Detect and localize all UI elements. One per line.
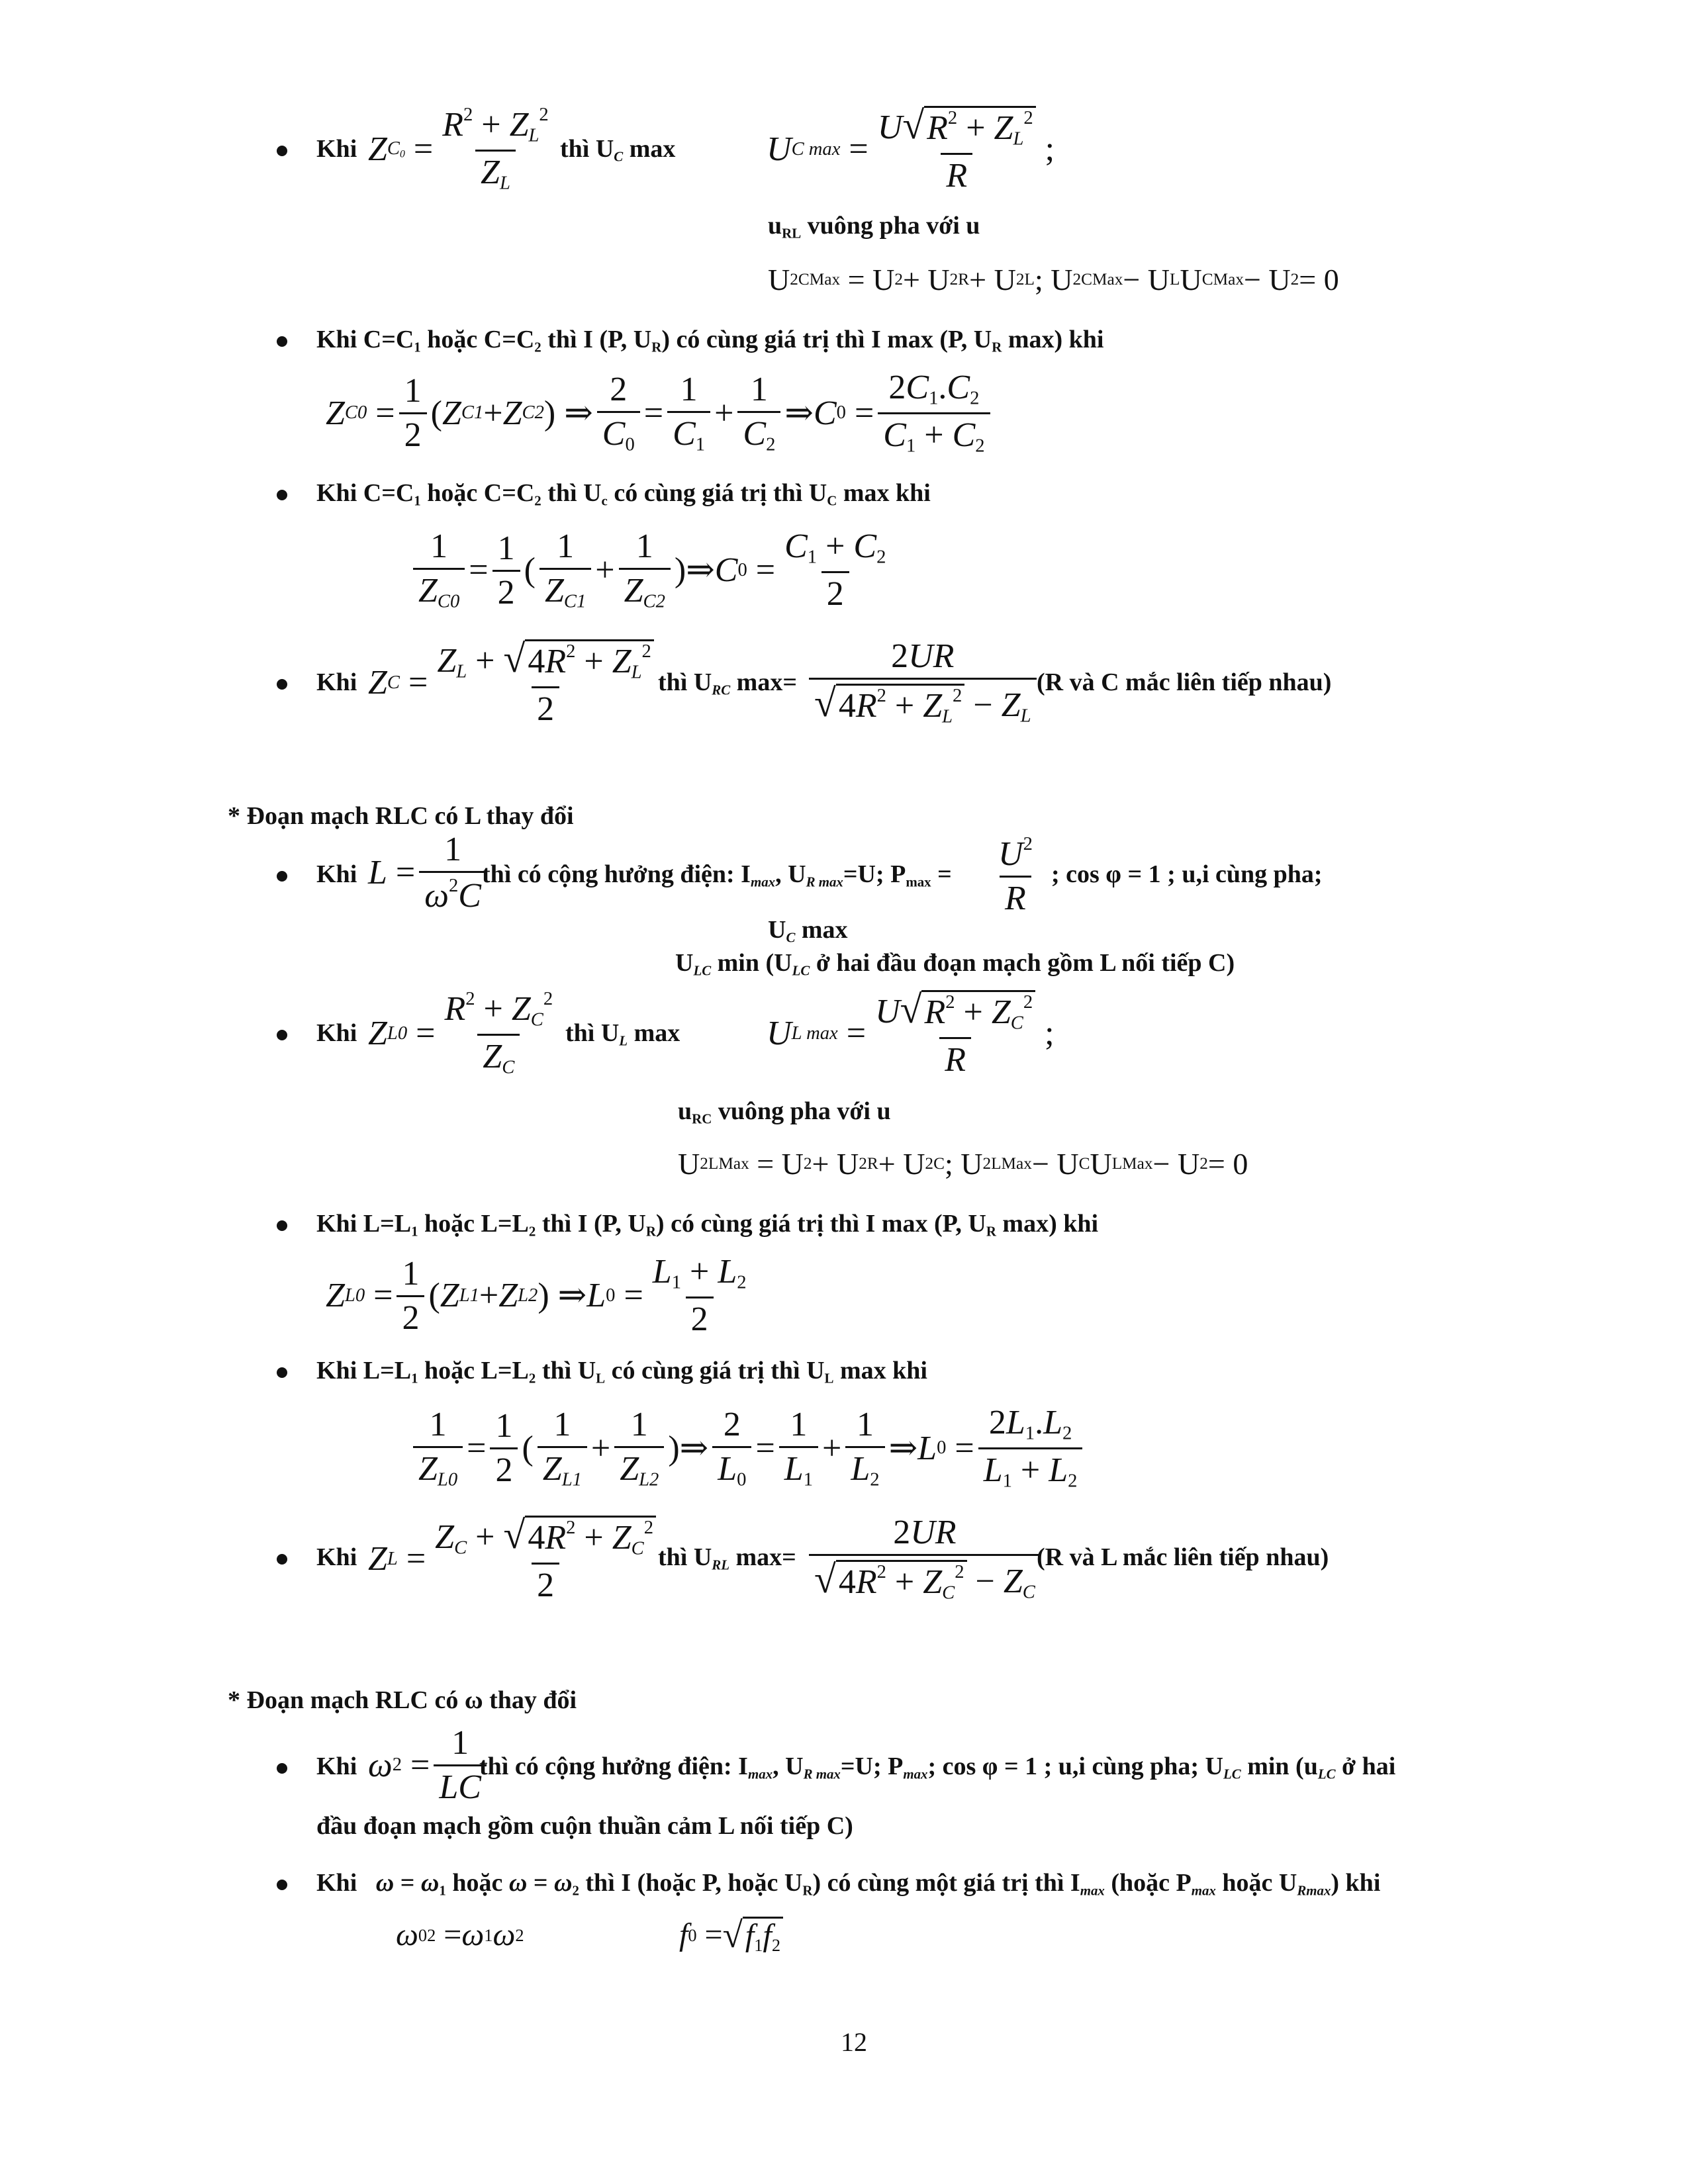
text-fragment: min (u: [1247, 1752, 1318, 1780]
text-fragment: ; cos φ = 1 ; u,i cùng pha;: [1051, 860, 1323, 888]
text-fragment: Khi C=C: [316, 326, 414, 353]
text-fragment: Khi $L=L_1$ hoặc $L=L_2$ thì I (P, $U_R$) có cùng giá trị thì I max (P, $U_R$ max) khi: [316, 1210, 1099, 1240]
text-fragment: thì U: [560, 135, 614, 163]
text-fragment: thì $U_C$ max: [560, 135, 676, 165]
text-fragment: =U; P: [843, 860, 906, 888]
text-fragment: vuông pha với u: [718, 1097, 891, 1125]
bullet: [277, 146, 287, 156]
text-fragment: max=: [735, 1543, 796, 1571]
khi-label: Khi: [316, 668, 357, 696]
text-fragment: Khi $\omega = \omega_1$ hoặc $\omega = \omega_2$ thì I (hoặc P, hoặc $U_R$) có cùng một giá trị thì $I_{max}$ (hoặc $P_{max}$ hoặc $U_{Rmax}$) khi: [316, 1869, 1381, 1899]
text-fragment: ) có cùng giá trị thì I max (P, U: [661, 326, 992, 353]
text-fragment: thì I (hoặc P, hoặc U: [585, 1869, 803, 1897]
formula-pmax: $\frac{U^2}{R}$: [998, 834, 1033, 917]
formula-url-max: 2UR √ $4R^2 + Z_C^2$ − $Z_C$: [809, 1516, 1041, 1603]
text-fragment: u: [678, 1097, 692, 1125]
text-fragment: Khi L=L: [316, 1210, 412, 1238]
bullet: [277, 871, 287, 882]
text-fragment: Khi: [316, 1869, 357, 1897]
bullet: [277, 1367, 287, 1378]
text-fragment: thì có cộng hưởng điện: I: [479, 1752, 748, 1780]
formula-c0-series: Z C0 = $\frac{1}{2}$ ( Z C1 + Z C2 ) ⇒ $\frac{2}{C_0}$ = $\frac{1}{C_1}$ + $\frac{1}{C_2}$ ⇒ C 0 = $\frac{2C_1.C_2}{C_1 + C_2}$: [326, 371, 994, 456]
text-fragment: thì U: [658, 1543, 712, 1571]
note-rc: (R và C mắc liên tiếp nhau): [1037, 668, 1332, 696]
text-fragment: hoặc L=L: [424, 1357, 529, 1385]
urL-note: $u_{RL}$ vuông pha với u: [768, 212, 980, 242]
text-fragment: ) có cùng một giá trị thì I: [812, 1869, 1080, 1897]
bullet: [277, 1030, 287, 1040]
text-fragment: thì có cộng hưởng điện: $I_{max}$, $U_{R max}=U$; $P_{max}$; cos φ = 1 ; u,i cùng pha; $U_{LC}$ $\min (u_{LC}$ ở hai: [479, 1752, 1396, 1782]
text-fragment: min (U: [717, 949, 792, 977]
text-fragment: max khi: [843, 479, 931, 507]
bullet: [277, 1220, 287, 1231]
urc-note: $u_{RC}$ vuông pha với u: [678, 1097, 891, 1127]
formula-f0: f 0 = √ $f_1f_2$: [679, 1917, 783, 1954]
text-fragment: , U: [773, 1752, 804, 1780]
text-fragment: hoặc C=C: [427, 479, 535, 507]
text-fragment: thì U: [547, 479, 602, 507]
text-fragment: ở hai: [1342, 1752, 1396, 1780]
note-rl: (R và L mắc liên tiếp nhau): [1037, 1543, 1329, 1571]
bullet: [277, 1880, 287, 1890]
khi-label: Khi: [316, 1019, 357, 1047]
formula-l-resonance: L = $\frac{1}{\omega^2C}$: [368, 833, 491, 913]
text-fragment: thì $U_L$ max: [565, 1019, 680, 1049]
formula-urc-max: 2UR √ $4R^2 + Z_L^2$ − $Z_L$: [809, 639, 1037, 727]
text-fragment: ) có cùng giá trị thì I max (P, U: [655, 1210, 986, 1238]
text-fragment: Khi L=L: [316, 1357, 412, 1385]
text-fragment: hoặc: [452, 1869, 503, 1897]
formula-zc0: Z $C_0$ = $\frac{R^2 + Z_L^2}{Z_L}$: [368, 105, 549, 194]
text-fragment: max khi: [839, 1357, 927, 1385]
formula-l0-harmonic: $\frac{1}{Z_{L0}}$ = $\frac{1}{2}$ ( $\frac{1}{Z_{L1}}$ + $\frac{1}{Z_{L2}}$ )⇒ $\frac{2}{L_0}$ = $\frac{1}{L_1}$ + $\frac{1}{L_2}$ ⇒ L 0 = $\frac{2L_1.L_2}{L_1 + L_2}$: [409, 1406, 1086, 1491]
text-fragment: , U: [775, 860, 806, 888]
bullet: [277, 336, 287, 347]
formula-omega-resonance: ω 2 = $\frac{1}{LC}$: [368, 1726, 491, 1805]
khi-label: Khi: [316, 1543, 357, 1571]
formula-zl-url: Z L = $Z_C$ + √ $4R^2 + Z_C^2$ 2: [368, 1516, 665, 1603]
formula-zc-urc: Z C = $Z_L$ + √ $4R^2 + Z_L^2$ 2: [368, 639, 663, 727]
text-fragment: thì $U_{RL}$ max=: [658, 1543, 796, 1573]
text-fragment: max=: [736, 668, 797, 696]
text-fragment: thì có cộng hưởng điện: $I_{max}$, $U_{R max}=U$; $P_{max}$ =: [482, 860, 952, 890]
text-fragment: có cùng giá trị thì U: [611, 1357, 825, 1385]
text-fragment: hoặc L=L: [424, 1210, 529, 1238]
text-fragment: max) khi: [1002, 1210, 1099, 1238]
text-fragment: =U; P: [840, 1752, 904, 1780]
section-heading-l: * Đoạn mạch RLC có L thay đổi: [228, 802, 574, 830]
text-fragment: (hoặc P: [1111, 1869, 1192, 1897]
text-fragment: vuông pha với u: [807, 212, 980, 240]
text-fragment: max) khi: [1008, 326, 1104, 353]
text-fragment: u: [768, 212, 782, 240]
formula-ucmax: U C max = U √ $R^2 + Z_L^2$ R ;: [767, 103, 1055, 195]
text-fragment: ) khi: [1331, 1869, 1381, 1897]
formula-ul-relation: U 2 LMax = U 2 + U 2 R + U 2 C ; U 2 LMax − U C U LMax − U 2 = 0: [678, 1147, 1248, 1181]
ulc-min-note: $U_{LC}$ $\min (U_{LC}$ ở hai đầu đoạn mạch gồm L nối tiếp C): [675, 949, 1235, 979]
text-fragment: max: [801, 916, 848, 944]
khi-label: Khi: [316, 135, 357, 163]
bullet: [277, 679, 287, 690]
text-fragment: U: [768, 916, 786, 944]
text-fragment: hoặc U: [1222, 1869, 1297, 1897]
khi-label: Khi: [316, 1752, 357, 1780]
formula-zl0: Z L0 = $\frac{R^2 + Z_C^2}{Z_C}$: [368, 989, 553, 1078]
text-fragment: thì U: [541, 1357, 596, 1385]
formula-ulmax: U L max = U √ $R^2 + Z_C^2$ R ;: [767, 987, 1055, 1079]
bullet: [277, 1763, 287, 1774]
text-fragment: Khi $L=L_1$ hoặc $L=L_2$ thì $U_L$ có cùng giá trị thì $U_L$ max khi: [316, 1357, 927, 1387]
text-fragment: thì I (P, U: [547, 326, 652, 353]
formula-l0-avg: Z L0 = $\frac{1}{2}$ ( Z L1 + Z L2 ) ⇒ L 0 = $\frac{L_1 + L_2}{2}$: [326, 1253, 747, 1339]
text-fragment: ; cos φ = 1 ; u,i cùng pha; U: [927, 1752, 1223, 1780]
text-fragment: thì I (P, U: [541, 1210, 646, 1238]
page-number: 12: [841, 2027, 867, 2057]
text-fragment: Khi $C=C_1$ hoặc $C=C_2$ thì I (P, $U_R$) có cùng giá trị thì I max (P, $U_R$ max) khi: [316, 326, 1104, 355]
text-fragment: U: [675, 949, 694, 977]
text-fragment: Khi $C=C_1$ hoặc $C=C_2$ thì $U_c$ có cùng giá trị thì $U_C$ max khi: [316, 479, 931, 509]
bullet: [277, 490, 287, 500]
text-fragment: ở hai đầu đoạn mạch gồm L nối tiếp C): [816, 949, 1235, 977]
text-fragment: thì $U_{RC}$ max=: [658, 668, 797, 698]
formula-c0-parallel: $\frac{1}{Z_{C0}}$ = $\frac{1}{2}$ ( $\frac{1}{Z_{C1}}$ + $\frac{1}{Z_{C2}}$ )⇒ C 0 = $\frac{C_1 + C_2}{2}$: [409, 529, 895, 612]
text-fragment: thì U: [658, 668, 712, 696]
w1-continuation: đầu đoạn mạch gồm cuộn thuần cảm L nối tiếp C): [316, 1812, 853, 1840]
khi-label: Khi: [316, 860, 357, 888]
uc-max-note: $U_C$ max: [768, 916, 848, 946]
text-fragment: max: [629, 135, 676, 163]
formula-omega0: ω 0 2 = ω 1 ω 2: [396, 1917, 524, 1952]
bullet: [277, 1554, 287, 1565]
section-heading-omega: * Đoạn mạch RLC có ω thay đổi: [228, 1686, 577, 1714]
formula-uc-relation: U 2 CMax = U 2 + U 2 R + U 2 L ; U 2 CMax − U L U CMax − U 2 = 0: [768, 263, 1339, 296]
text-fragment: có cùng giá trị thì U: [614, 479, 827, 507]
text-fragment: hoặc C=C: [427, 326, 535, 353]
text-fragment: Khi C=C: [316, 479, 414, 507]
text-fragment: thì có cộng hưởng điện: I: [482, 860, 751, 888]
